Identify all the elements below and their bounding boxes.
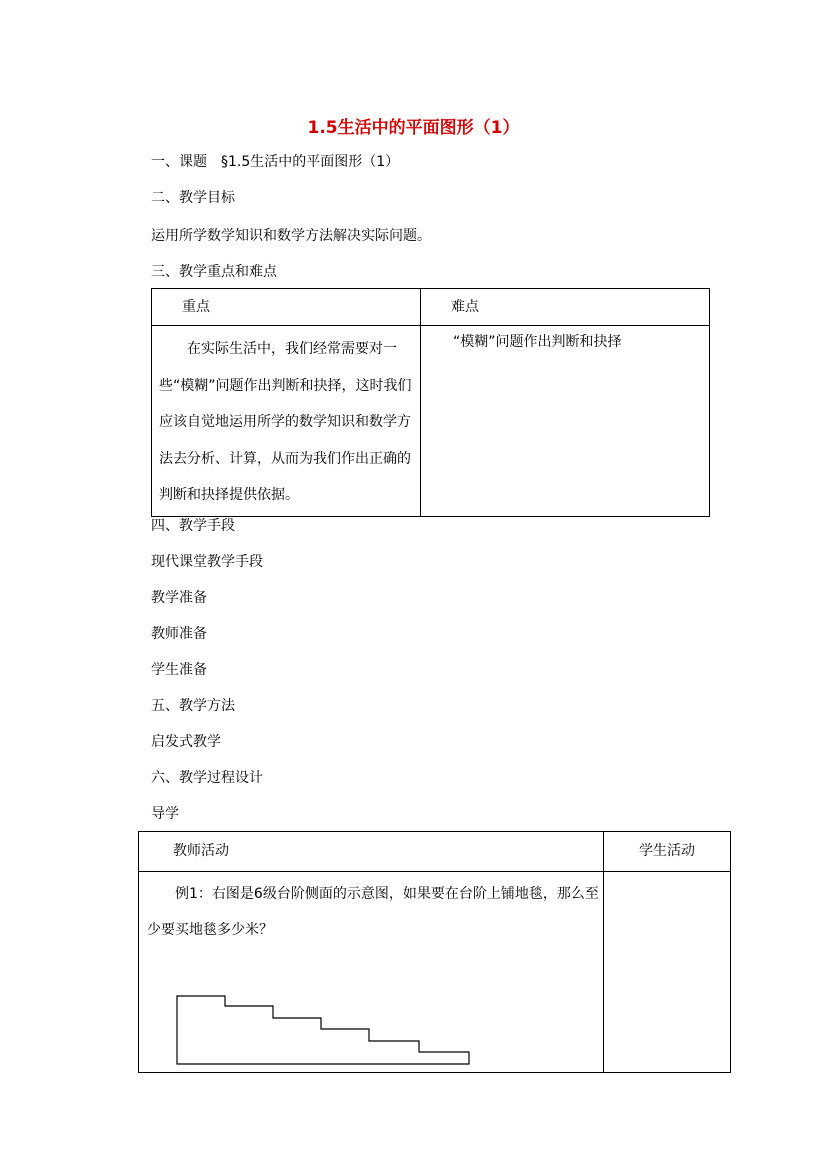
difficulty-header: 难点 — [421, 289, 710, 326]
student-prep-line: 学生准备 — [151, 662, 207, 678]
process-heading: 六、教学过程设计 — [151, 770, 263, 786]
teacher-activity-header: 教师活动 — [139, 832, 604, 872]
stairs-diagram-icon — [169, 986, 479, 1066]
key-text: 在实际生活中，我们经常需要对一些“模糊”问题作出判断和抉择，这时我们应该自觉地运用所学的数学知识和数学方法去分析、计算，从而为我们作出正确的判断和抉择提供依据。 — [159, 341, 412, 503]
goal-heading: 二、教学目标 — [151, 190, 235, 206]
activity-table — [138, 831, 731, 1073]
example-text: 例1：右图是6级台阶侧面的示意图，如果要在台阶上铺地毯，那么至少要买地毯多少米？ — [147, 886, 599, 938]
method-text: 启发式教学 — [151, 734, 221, 750]
method-heading: 五、教学方法 — [151, 698, 235, 714]
means-heading: 四、教学手段 — [151, 518, 235, 534]
key-header: 重点 — [152, 289, 421, 326]
prep-line: 教学准备 — [151, 590, 207, 606]
difficulty-text: “模糊”问题作出判断和抉择 — [421, 326, 710, 517]
teacher-activity-cell — [139, 872, 604, 1073]
document-title: 1.5生活中的平面图形（1） — [307, 118, 520, 138]
key-heading: 三、教学重点和难点 — [151, 264, 277, 280]
student-activity-header: 学生活动 — [604, 832, 731, 872]
goal-text: 运用所学数学知识和数学方法解决实际问题。 — [151, 228, 431, 244]
guide-line: 导学 — [151, 806, 179, 822]
means-text: 现代课堂教学手段 — [151, 554, 263, 570]
teacher-prep-line: 教师准备 — [151, 626, 207, 642]
student-activity-cell — [604, 872, 731, 1073]
topic-line: 一、课题 §1.5生活中的平面图形（1） — [151, 154, 400, 170]
key-points-table — [151, 288, 710, 517]
